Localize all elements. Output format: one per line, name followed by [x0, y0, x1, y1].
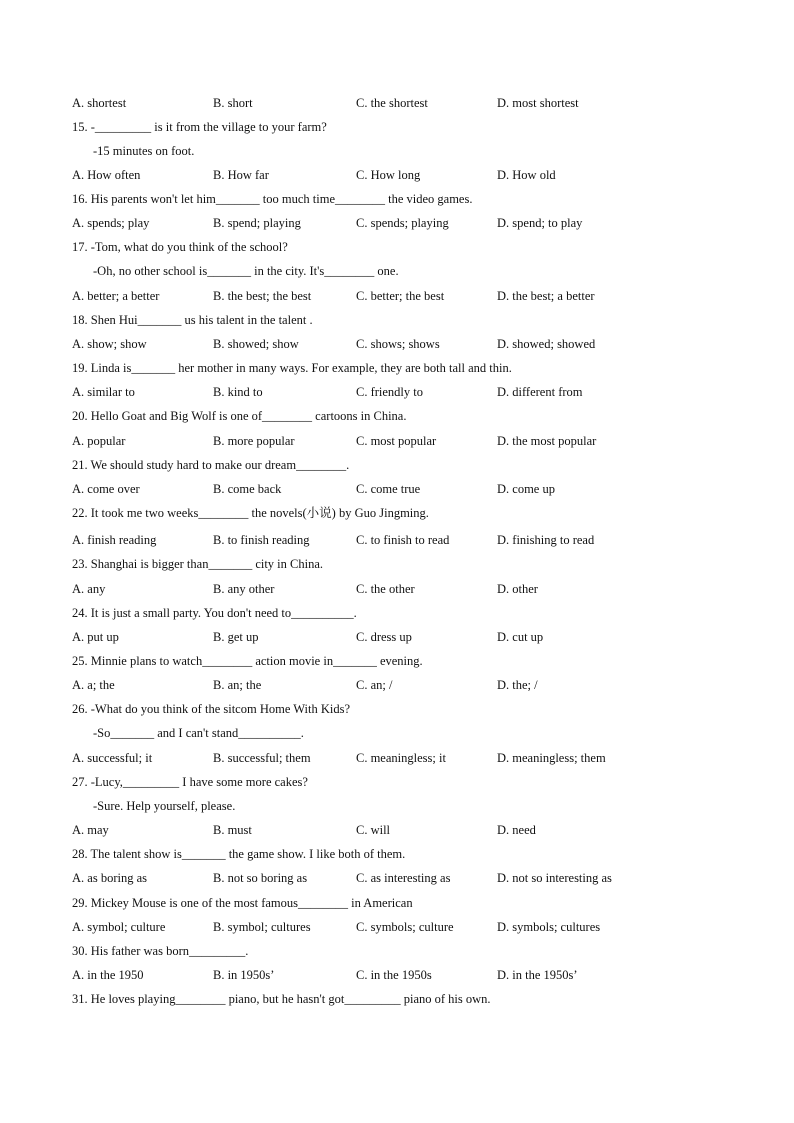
options-row [0, 212, 794, 234]
answer-option: D. the most popular [497, 434, 597, 448]
answer-option: C. friendly to [356, 385, 424, 399]
answer-option: A. How often [72, 168, 141, 182]
options-row [0, 381, 794, 403]
dialogue-text: -Sure. Help yourself, please. [93, 799, 236, 813]
answer-option: C. in the 1950s [356, 968, 432, 982]
answer-option: B. get up [213, 630, 259, 644]
answer-option: A. in the 1950 [72, 968, 144, 982]
question-stem: 25. Minnie plans to watch________ action movie in_______ evening. [72, 654, 423, 668]
answer-option: B. an; the [213, 678, 262, 692]
question-text [0, 236, 794, 258]
answer-option: D. meaningless; them [497, 751, 606, 765]
answer-option: D. come up [497, 482, 555, 496]
question-stem: 26. -What do you think of the sitcom Home With Kids? [72, 702, 351, 716]
question-stem: 20. Hello Goat and Big Wolf is one of________ cartoons in China. [72, 409, 407, 423]
options-row [0, 819, 794, 841]
answer-option: D. finishing to read [497, 533, 595, 547]
dialogue-line [0, 795, 794, 817]
answer-option: C. most popular [356, 434, 437, 448]
answer-option: B. spend; playing [213, 216, 301, 230]
question-stem: 24. It is just a small party. You don't need to__________. [72, 606, 357, 620]
question-stem: 19. Linda is_______ her mother in many ways. For example, they are both tall and thin. [72, 361, 512, 375]
dialogue-text: -15 minutes on foot. [93, 144, 195, 158]
question-stem: 29. Mickey Mouse is one of the most famous________ in American [72, 896, 413, 910]
answer-option: D. How old [497, 168, 556, 182]
question-stem: 18. Shen Hui_______ us his talent in the talent . [72, 313, 313, 327]
answer-option: A. symbol; culture [72, 920, 166, 934]
question-text [0, 940, 794, 962]
answer-option: A. as boring as [72, 871, 147, 885]
options-row [0, 867, 794, 889]
answer-option: B. short [213, 96, 253, 110]
question-text [0, 771, 794, 793]
answer-option: C. meaningless; it [356, 751, 446, 765]
options-row [0, 578, 794, 600]
answer-option: C. to finish to read [356, 533, 450, 547]
options-row [0, 430, 794, 452]
dialogue-line [0, 140, 794, 162]
question-stem: 30. His father was born_________. [72, 944, 249, 958]
answer-option: A. successful; it [72, 751, 153, 765]
answer-option: B. symbol; cultures [213, 920, 311, 934]
dialogue-text: -So_______ and I can't stand__________. [93, 726, 304, 740]
dialogue-line [0, 722, 794, 744]
answer-option: B. successful; them [213, 751, 311, 765]
question-stem: 22. It took me two weeks________ the novels(小说) by Guo Jingming. [72, 506, 429, 520]
options-row [0, 92, 794, 114]
answer-option: B. must [213, 823, 252, 837]
question-stem: 16. His parents won't let him_______ too much time________ the video games. [72, 192, 473, 206]
answer-option: C. will [356, 823, 391, 837]
question-stem: 23. Shanghai is bigger than_______ city in China. [72, 557, 324, 571]
options-row [0, 964, 794, 986]
options-row [0, 478, 794, 500]
answer-option: D. the; / [497, 678, 538, 692]
answer-option: A. finish reading [72, 533, 157, 547]
answer-option: D. cut up [497, 630, 544, 644]
options-row [0, 333, 794, 355]
answer-option: B. to finish reading [213, 533, 310, 547]
answer-option: B. showed; show [213, 337, 299, 351]
question-text [0, 116, 794, 138]
options-row [0, 285, 794, 307]
answer-option: C. shows; shows [356, 337, 440, 351]
answer-option: C. the other [356, 582, 415, 596]
answer-option: C. better; the best [356, 289, 445, 303]
answer-option: C. How long [356, 168, 421, 182]
question-text [0, 553, 794, 575]
answer-option: B. the best; the best [213, 289, 312, 303]
options-row [0, 164, 794, 186]
question-stem: 28. The talent show is_______ the game show. I like both of them. [72, 847, 406, 861]
question-stem: 27. -Lucy,_________ I have some more cakes? [72, 775, 308, 789]
answer-option: D. other [497, 582, 538, 596]
answer-option: C. dress up [356, 630, 412, 644]
answer-option: C. an; / [356, 678, 393, 692]
answer-option: D. need [497, 823, 536, 837]
dialogue-text: -Oh, no other school is_______ in the city. It's________ one. [93, 264, 399, 278]
answer-option: B. kind to [213, 385, 263, 399]
question-text [0, 843, 794, 865]
question-text [0, 988, 794, 1010]
answer-option: B. in 1950s’ [213, 968, 275, 982]
answer-option: B. not so boring as [213, 871, 308, 885]
question-stem: 17. -Tom, what do you think of the school? [72, 240, 288, 254]
answer-option: D. most shortest [497, 96, 579, 110]
answer-option: A. may [72, 823, 109, 837]
answer-option: D. symbols; cultures [497, 920, 601, 934]
answer-option: C. symbols; culture [356, 920, 454, 934]
question-stem: 15. -_________ is it from the village to your farm? [72, 120, 327, 134]
question-text [0, 357, 794, 379]
answer-option: D. in the 1950s’ [497, 968, 578, 982]
answer-option: A. similar to [72, 385, 135, 399]
answer-option: D. different from [497, 385, 583, 399]
options-row [0, 747, 794, 769]
question-text [0, 454, 794, 476]
question-text [0, 309, 794, 331]
answer-option: A. a; the [72, 678, 115, 692]
answer-option: C. come true [356, 482, 421, 496]
answer-option: A. better; a better [72, 289, 160, 303]
dialogue-line [0, 260, 794, 282]
question-text [0, 188, 794, 210]
answer-option: B. any other [213, 582, 275, 596]
options-row [0, 529, 794, 551]
answer-option: A. spends; play [72, 216, 150, 230]
question-text [0, 892, 794, 914]
question-text [0, 698, 794, 720]
answer-option: D. the best; a better [497, 289, 595, 303]
answer-option: D. not so interesting as [497, 871, 612, 885]
answer-option: B. come back [213, 482, 282, 496]
answer-option: A. any [72, 582, 106, 596]
answer-option: C. spends; playing [356, 216, 449, 230]
options-row [0, 674, 794, 696]
answer-option: C. the shortest [356, 96, 428, 110]
answer-option: A. put up [72, 630, 119, 644]
question-stem: 21. We should study hard to make our dream________. [72, 458, 350, 472]
answer-option: B. more popular [213, 434, 295, 448]
options-row [0, 626, 794, 648]
answer-option: A. shortest [72, 96, 127, 110]
answer-option: C. as interesting as [356, 871, 451, 885]
answer-option: A. popular [72, 434, 126, 448]
question-text [0, 602, 794, 624]
question-text [0, 650, 794, 672]
answer-option: D. spend; to play [497, 216, 583, 230]
question-stem: 31. He loves playing________ piano, but he hasn't got_________ piano of his own. [72, 992, 491, 1006]
answer-option: B. How far [213, 168, 269, 182]
question-text [0, 405, 794, 427]
answer-option: A. come over [72, 482, 140, 496]
answer-option: A. show; show [72, 337, 147, 351]
question-text [0, 502, 794, 524]
answer-option: D. showed; showed [497, 337, 596, 351]
options-row [0, 916, 794, 938]
